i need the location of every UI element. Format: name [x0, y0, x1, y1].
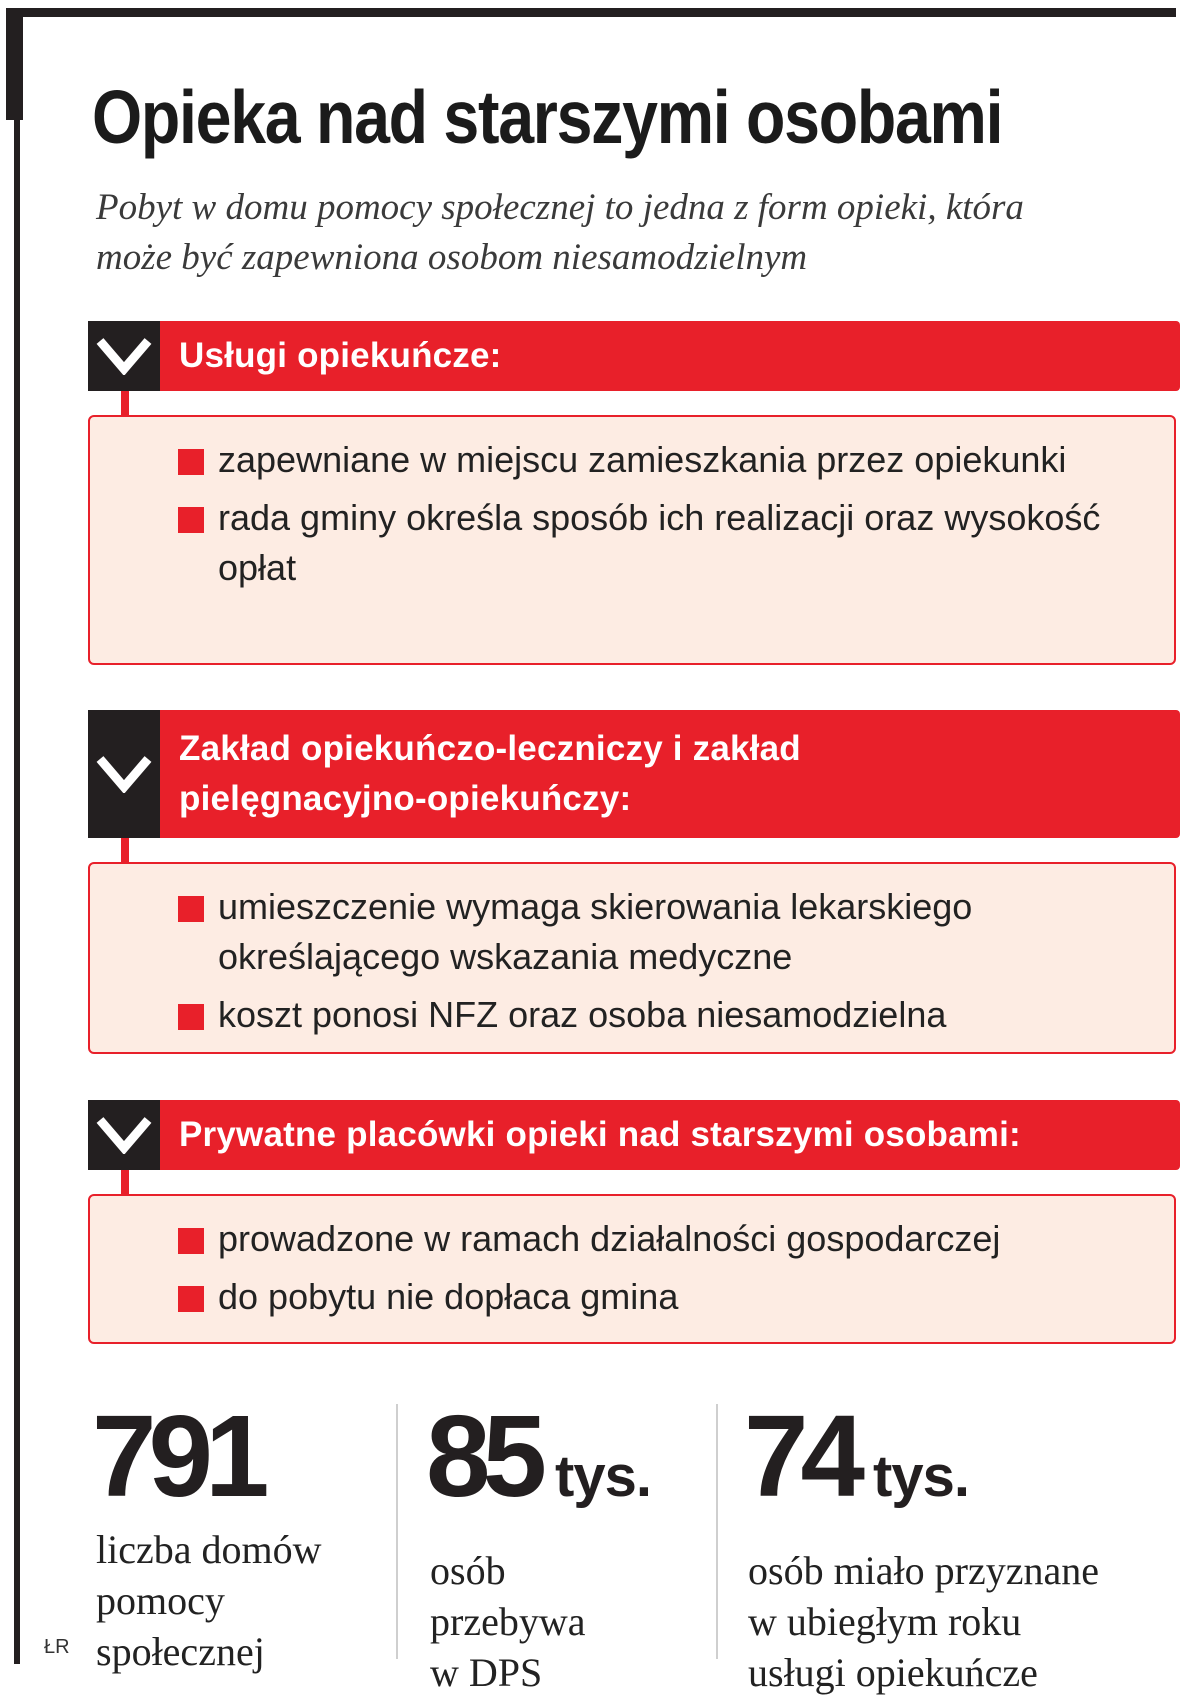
frame-top-bar — [6, 8, 1176, 17]
square-bullet-icon — [178, 896, 204, 922]
stat-description: liczba domów pomocy społecznej — [96, 1527, 322, 1674]
list-item — [178, 493, 1148, 593]
square-bullet-icon — [178, 507, 204, 533]
list-item — [178, 882, 1148, 982]
page-subtitle: Pobyt w domu pomocy społecznej to jedna z form opieki, która może być zapewniona osobom niesamodzielnym — [96, 187, 1024, 278]
stat-residents — [426, 1391, 716, 1698]
stat-number: 74 tys. — [744, 1391, 969, 1521]
stat-description: osób przebywa w DPS — [430, 1548, 586, 1695]
list-item-text: zapewniane w miejscu zamieszkania przez opiekunki — [218, 439, 1067, 480]
connector-line — [121, 838, 129, 862]
list-item — [178, 1272, 1148, 1322]
section-header — [88, 1100, 1180, 1170]
stat-number: 85 tys. — [426, 1391, 651, 1521]
section-content — [88, 1194, 1176, 1344]
stat-description: osób miało przyznane w ubiegłym roku usługi opiekuńcze — [748, 1548, 1099, 1695]
list-item-text: prowadzone w ramach działalności gospodarczej — [218, 1218, 1001, 1259]
stat-divider — [396, 1404, 398, 1659]
list-item — [178, 1214, 1148, 1264]
chevron-down-icon — [88, 710, 160, 838]
stat-divider — [716, 1404, 718, 1659]
square-bullet-icon — [178, 1228, 204, 1254]
section-header-label: Usługi opiekuńcze: — [179, 336, 502, 375]
page-title: Opieka nad starszymi osobami — [92, 75, 1003, 159]
connector-line — [121, 1170, 129, 1194]
square-bullet-icon — [178, 1004, 204, 1030]
list-item — [178, 435, 1148, 485]
section-header-label: Zakład opiekuńczo-leczniczy i zakład pielęgnacyjno-opiekuńczy: — [179, 729, 801, 818]
stat-care-recipients — [744, 1391, 1184, 1698]
author-credit: ŁR — [44, 1636, 70, 1658]
square-bullet-icon — [178, 449, 204, 475]
list-item-text: umieszczenie wymaga skierowania lekarskiego określającego wskazania medyczne — [218, 886, 973, 977]
chevron-down-icon — [88, 1100, 160, 1170]
connector-line — [121, 391, 129, 415]
section-header-label: Prywatne placówki opieki nad starszymi osobami: — [179, 1115, 1021, 1154]
list-item — [178, 990, 1148, 1040]
chevron-down-icon — [88, 321, 160, 391]
section-header — [88, 321, 1180, 391]
section-content — [88, 862, 1176, 1054]
section-header — [88, 710, 1180, 838]
list-item-text: koszt ponosi NFZ oraz osoba niesamodzielna — [218, 994, 947, 1035]
stat-number: 791 — [92, 1391, 262, 1521]
stat-unit: tys. — [555, 1444, 651, 1509]
stat-nursing-homes — [92, 1391, 382, 1677]
stat-unit: tys. — [873, 1444, 969, 1509]
list-item-text: rada gminy określa sposób ich realizacji oraz wysokość opłat — [218, 497, 1101, 588]
frame-left-line — [14, 8, 20, 1664]
square-bullet-icon — [178, 1286, 204, 1312]
list-item-text: do pobytu nie dopłaca gmina — [218, 1276, 679, 1317]
section-content — [88, 415, 1176, 665]
